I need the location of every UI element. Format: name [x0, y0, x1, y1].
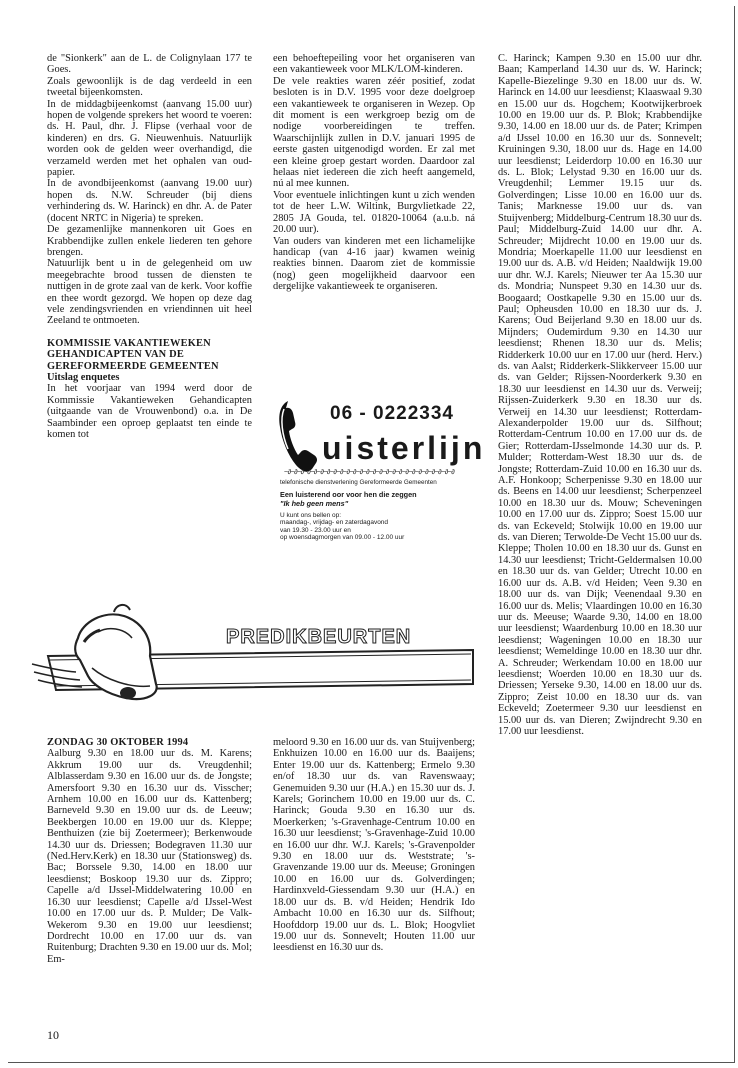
- wave-pattern-icon: ~∂~∂~∂~∂~∂~∂~∂~∂~∂~∂~∂~∂~∂~∂~∂~∂~∂~∂~∂~∂~∂~∂~∂~∂~∂~∂: [284, 469, 455, 476]
- ad-service: telefonische dienstverlening Gereformeerde Gemeenten: [280, 479, 437, 486]
- kommissie-text: In het voorjaar van 1994 werd door de Kommissie Vakantieweken Gehandicapten (uitgaande van de Vrouwenbond) o.a. in De Saambinder een oproep geplaatst ten einde te komen tot: [47, 383, 252, 440]
- paragraph: Van ouders van kinderen met een lichamelijke handicap (van 4-16 jaar) kwamen weinig reakties binnen. Daarom ziet de kommissie (nog) geen mogelijkheid daarvoor een dergelijke vakantieweek te organiseren.: [273, 235, 475, 293]
- paragraph: In de avondbijeenkomst (aanvang 19.00 uur) hopen ds. N.W. Schreuder (bij diens verhindering ds. W. Harinck) en dhr. A. de Pater (docent NRTC in Nigeria) te spreken.: [47, 178, 252, 224]
- column-5: [273, 737, 475, 954]
- paragraph: Zoals gewoonlijk is de dag verdeeld in een tweetal bijeenkomsten.: [47, 75, 252, 99]
- paragraph: In de middagbijeenkomst (aanvang 15.00 uur) hopen de volgende sprekers het woord te voeren: ds. H. Paul, dhr. J. Flipse (verhaal voor de kinderen) en drs. G. Nieuwenhuis. Natuurlijk worden ook de gelden weer overhandigd, die verzameld werden met het ophalen van oud-papier.: [47, 98, 252, 179]
- column-3: [498, 53, 702, 737]
- date-heading: ZONDAG 30 OKTOBER 1994: [47, 737, 189, 748]
- kommissie-subheading: Uitslag enquetes: [47, 371, 120, 383]
- column-2: [273, 53, 475, 293]
- luisterlijn-ad: [278, 395, 486, 555]
- ad-schedule-line: op woensdagmorgen van 09.00 - 12.00 uur: [280, 534, 405, 542]
- paragraph: De vele reakties waren zéér positief, zodat besloten is in D.V. 1995 voor deze doelgroep een vakantieweek te organiseren in Wezep. Op dit moment is een werkgroep bezig om de nodige voorbereidingen te treffen. Waarschijnlijk zullen in D.V. januari 1995 de eerste gasten uitgenodigd worden. Er zal met een kleine groep gestart worden. Daardoor zal helaas niet iedereen die zich heeft aangemeld, nú al mee kunnen.: [273, 75, 475, 190]
- paragraph: Voor eventuele inlichtingen kunt u zich wenden tot de heer L.W. Wiltink, Burgvlietkade 22, 2805 JA Gouda, tel. 01820-10064 (a.u.b. ná 20.00 uur).: [273, 189, 475, 236]
- column-1: [47, 53, 252, 440]
- ad-schedule: [280, 512, 404, 542]
- paragraph: de "Sionkerk" aan de L. de Colignylaan 177 te Goes.: [47, 53, 252, 76]
- ad-schedule-line: maandag-, vrijdag- en zaterdagavond: [280, 519, 389, 527]
- predikbeurten-list: C. Harinck; Kampen 9.30 en 15.00 uur dhr. Baan; Kamperland 14.30 uur ds. W. Harinck; Kapelle-Biezelinge 9.30 en 18.00 uur ds. W. Harinck en 14.00 uur leesdienst; Klaaswaal 9.30 en 15.00 uur ds. Hogchem; Kootwijkerbroek 10.00 en 19.00 uur ds. P. Blok; Krabbendijke 9.30, 14.00 en 18.00 uur ds. de Pater; Krimpen a/d IJssel 10.00 en 16.30 uur ds. Sonnevelt; Kruiningen 9.30, 18.00 uur ds. Hage en 14.00 uur leesdienst; Leiderdorp 10.00 en 16.30 uur ds. L. Blok; Lelystad 9.30 en 16.00 uur ds. Vreugdenhil; Lemmer 19.15 uur ds. Golverdingen; Lisse 10.00 en 16.00 uur ds. Tanis; Marknesse 19.00 uur ds. van Stuijvenberg; Middelburg-Centrum 18.30 uur ds. Paul; Middelburg-Zuid 14.00 uur dhr. A. Schreuder; Mijdrecht 10.00 en 19.00 uur ds. Mondria; Moerkapelle 11.00 uur leesdienst en 19.00 uur ds. A.B. v/d Heiden; Naaldwijk 19.00 uur dhr. W.J. Karels; Nieuwer ter Aa 15.30 uur ds. Mondria; Nunspeet 9.30 en 14.30 uur ds. Boogaard; Oostkapelle 9.30 en 15.00 uur ds. Paul; Opheusden 10.00 en 18.30 uur ds. J. Karens; Oud Beijerland 9.30 en 18.00 uur ds. Mijnders; Oudemirdum 9.30 en 14.30 uur leesdienst; Rhenen 18.30 uur ds. Melis; Ridderkerk 10.00 uur en 17.00 uur (herd. Herv.) ds. van Aalst; Ridderkerk-Slikkerveer 15.00 uur ds. van Gelder; Rijssen-Noorderkerk 9.30 en 18.30 uur leesdienst en 14.30 uur ds. Verweij; Rijssen-Zuiderkerk 9.30 en 18.30 uur ds. Verweij en 14.30 uur leesdienst; Rotterdam-Alexanderpolder 19.00 uur ds. Silfhout; Rotterdam-Centrum 10.00 en 17.00 uur ds. de Gier; Rotterdam-IJsselmonde 14.30 uur ds. P. Mulder; Rotterdam-West 18.30 uur ds. de Jongste; Rotterdam-Zuid 10.00 en 16.30 uur ds. A.F. Honkoop; Scherpenisse 9.30 en 18.00 uur ds. Beens en 14.00 uur leesdienst; Scherpenzeel 10.00 en 18.30 uur ds. Mouw; Scheveningen 10.00 en 17.00 uur ds. Zippro; Soest 15.00 uur ds. van Eckeveld; Stolwijk 10.00 en 19.00 uur ds. van Dieren; Terwolde-De Vecht 15.00 uur ds. Kleppe; Tholen 10.00 en 18.30 uur ds. Gunst en 14.30 uur leesdienst; Tricht-Geldermalsen 10.00 en 18.30 uur ds. van Gelder; Utrecht 10.00 en 16.00 uur ds. A.B. v/d Heiden; Veen 9.30 en 18.00 uur ds. van Dijk; Veenendaal 9.30 en 16.00 uur ds. Melis; Vlaardingen 10.00 en 16.30 uur ds. Meeuse; Waarde 9.30, 14.00 en 18.00 uur leesdienst; Waardenburg 10.00 en 18.30 uur leesdienst; Wageningen 10.00 en 18.30 uur leesdienst; Wemeldinge 10.00 en 18.30 uur dhr. A. Schreuder; Werkendam 10.00 en 18.00 uur leesdienst; Woerden 10.00 en 18.30 uur ds. Driessen; Yerseke 9.30, 14.00 en 18.00 uur ds. Zippro; Zeist 10.00 en 18.30 uur ds. van Eckeveld; Zoetermeer 9.30 uur leesdienst en 15.00 uur ds. van Dieren; Zwijndrecht 9.30 en 17.00 uur leesdienst.: [498, 53, 702, 737]
- ad-schedule-line: U kunt ons bellen op:: [280, 512, 342, 519]
- paragraph: een behoeftepeiling voor het organiseren van een vakantieweek voor MLK/LOM-kinderen.: [273, 53, 475, 76]
- column-4: [47, 737, 252, 965]
- predikbeurten-banner: [28, 598, 478, 718]
- predikbeurten-list: meloord 9.30 en 16.00 uur ds. van Stuijvenberg; Enkhuizen 10.00 en 16.00 uur ds. Baaijens; Enter 19.00 uur ds. Kattenberg; Ermelo 9.30 en/of 18.30 uur ds. van Ravenswaay; Genemuiden 9.30 uur (H.A.) en 15.30 uur ds. J. Karels; Gorinchem 10.00 en 19.00 uur ds. C. Harinck; Gouda 9.30 en 16.30 uur ds. Moerkerken; 's-Gravenhage-Centrum 10.00 en 16.30 uur leesdienst; 's-Gravenhage-Zuid 10.00 en 16.00 uur dhr. W.J. Karels; 's-Gravenpolder 9.30 en 18.00 uur ds. Weststrate; 's-Gravenzande 19.00 uur ds. Meeuse; Groningen 10.00 en 16.00 uur ds. Golverdingen; Hardinxveld-Giessendam 9.30 uur (H.A.) en 18.00 uur ds. B. v/d Heiden; Hendrik Ido Ambacht 10.00 en 16.30 uur ds. Silfhout; Hoofddorp 19.00 uur ds. L. Blok; Hoogvliet 19.00 uur ds. Sonnevelt; Houten 11.00 uur leesdienst en 16.30 uur ds.: [273, 737, 475, 954]
- ad-schedule-line: van 19.30 - 23.00 uur en: [280, 526, 351, 534]
- banner-title: PREDIKBEURTEN: [226, 626, 412, 648]
- ad-phone-number: 06 - 0222334: [330, 403, 454, 424]
- paragraph: Natuurlijk bent u in de gelegenheid om uw meegebrachte brood tussen de diensten te nuttigen in de grote zaal van de kerk. Voor koffie en thee wordt gezorgd. We hopen op deze dag vele zendingsvrienden en vriendinnen uit heel Zeeland te ontmoeten.: [47, 258, 252, 327]
- predikbeurten-list: Aalburg 9.30 en 18.00 uur ds. M. Karens; Akkrum 19.00 uur ds. Vreugdenhil; Alblasserdam 9.30 en 16.00 uur ds. de Jongste; Amersfoort 9.30 en 16.30 uur ds. Visscher; Arnhem 10.00 en 16.00 uur ds. Kattenberg; Barneveld 9.30 en 19.00 uur ds. de Leeuw; Beekbergen 10.00 en 19.00 uur ds. Kleppe; Benthuizen (zie bij Zoetermeer); Berkenwoude 14.30 uur ds. Driessen; Bodegraven 11.30 uur (Ned.Herv.Kerk) en 18.30 uur (Stationsweg) ds. Bac; Borssele 9.30, 14.00 en 18.00 uur leesdienst; Boskoop 19.30 uur ds. Zippro; Capelle a/d IJssel-Middelwatering 10.00 en 16.30 uur leesdienst; Capelle a/d IJssel-West 10.00 en 17.00 uur ds. P. Mulder; De Valk-Wekerom 9.30 en 19.00 uur leesdienst; Dordrecht 10.00 en 17.00 uur ds. van Ruitenburg; Drachten 9.30 en 19.00 uur ds. Mol; Em-: [47, 748, 252, 965]
- page-number: 10: [47, 1028, 59, 1042]
- ad-tagline: Een luisterend oor voor hen die zeggen: [280, 490, 417, 499]
- ad-brand: uisterlijn: [322, 430, 486, 466]
- ad-quote: "Ik heb geen mens": [280, 499, 349, 508]
- kommissie-heading: KOMMISSIE VAKANTIEWEKEN GEHANDICAPTEN VAN DE GEREFORMEERDE GEMEENTEN: [47, 337, 219, 372]
- telephone-receiver-icon: [278, 395, 320, 475]
- paragraph: De gezamenlijke mannenkoren uit Goes en Krabbendijke zullen enkele liederen ten gehore brengen.: [47, 224, 252, 258]
